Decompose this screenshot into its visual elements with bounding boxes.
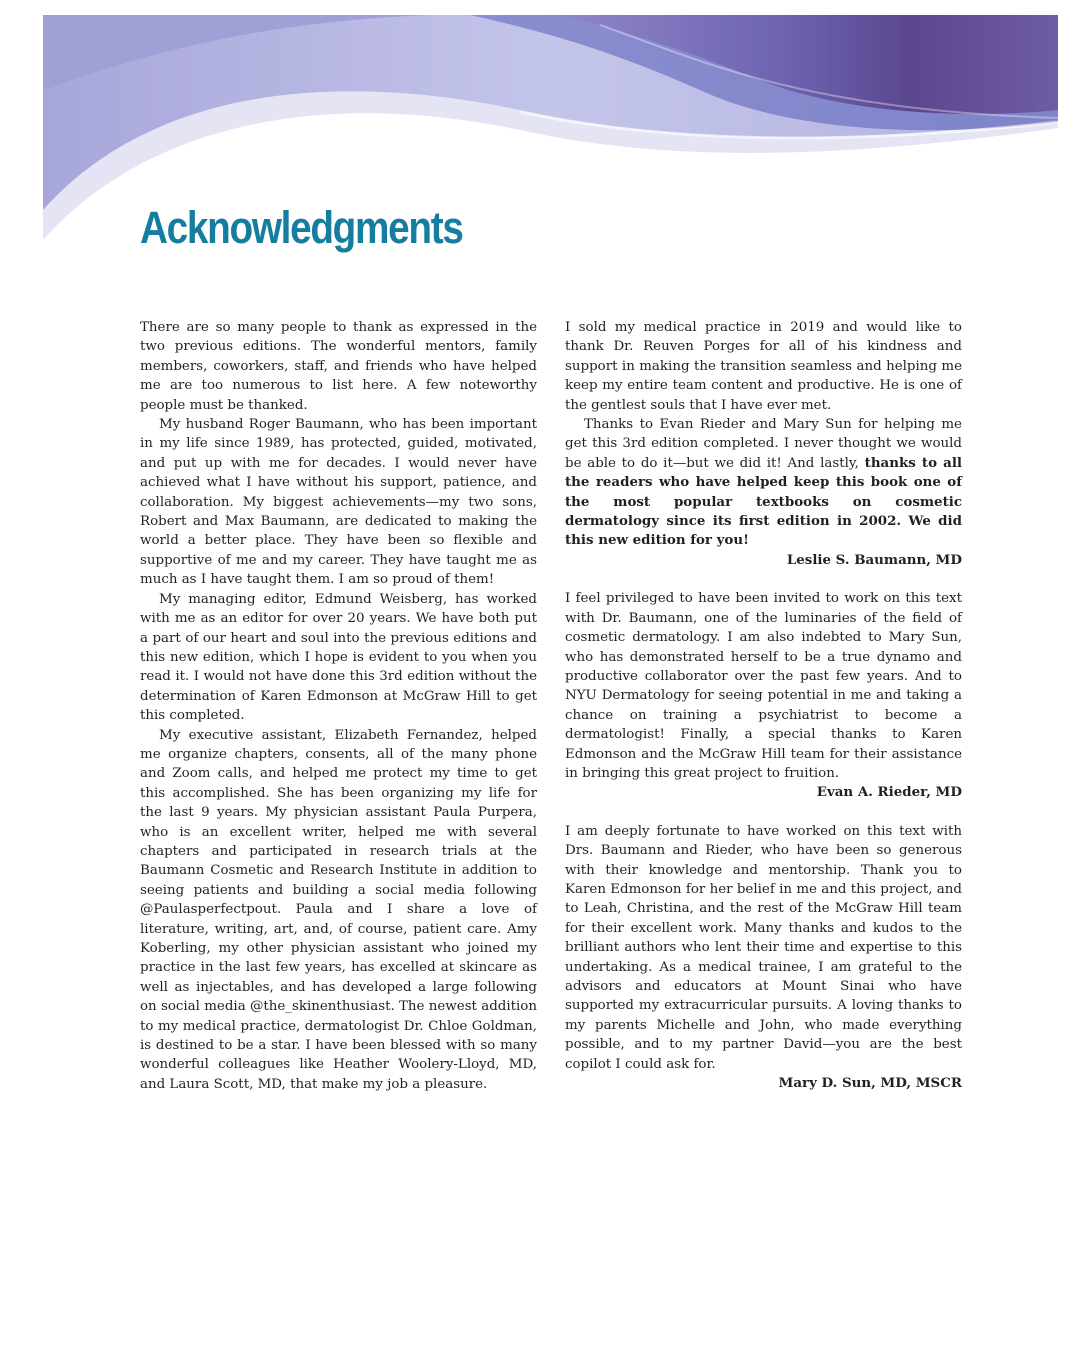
paragraph-text: Thanks to Evan Rieder and Mary Sun for helping me get this 3rd edition completed. I never thought we would be able to do it—but we did it! And lastly,	[565, 417, 962, 471]
paragraph: My husband Roger Baumann, who has been important in my life since 1989, has protected, guided, motivated, and put up with me for decades. I would never have achieved what I have without his support, patience, and collaboration. My biggest achievements—my two sons, Robert and Max Baumann, are dedicated to making the world a better place. They have been so flexible and supportive of me and my career. They have taught me as much as I have taught them. I am so proud of them!	[140, 417, 537, 588]
paragraph: I feel privileged to have been invited to work on this text with Dr. Baumann, one of the luminaries of the field of cosmetic dermatology. I am also indebted to Mary Sun, who has demonstrated herself to be a true dynamo and productive collaborator over the past few years. And to NYU Dermatology for seeing potential in me and taking a chance on training a psychiatrist to become a dermatologist! Finally, a special thanks to Karen Edmonson and the McGraw Hill team for their assistance in bringing this great project to fruition.	[565, 591, 962, 781]
paragraph: I am deeply fortunate to have worked on this text with Drs. Baumann and Rieder, who have been so generous with their knowledge and mentorship. Thank you to Karen Edmonson for her belief in me and this project, and to Leah, Christina, and the rest of the McGraw Hill team for their excellent work. Many thanks and kudos to the brilliant authors who lent their time and expertise to this undertaking. As a medical trainee, I am grateful to the advisors and educators at Mount Sinai who have supported my extracurricular pursuits. A loving thanks to my parents Michelle and John, who made everything possible, and to my partner David—you are the best copilot I could ask for.	[565, 823, 962, 1072]
signature-rieder: Evan A. Rieder, MD	[816, 784, 962, 801]
bold-thanks-text: thanks to all the readers who have helped keep this book one of the most popular textbooks on cosmetic dermatology since its first edition in 2002. We did this new edition for you!	[565, 454, 962, 549]
left-column	[140, 318, 537, 1094]
signature-sun: Mary D. Sun, MD, MSCR	[778, 1075, 962, 1092]
paragraph: My executive assistant, Elizabeth Fernandez, helped me organize chapters, consents, all of the many phone and Zoom calls, and helped me protect my time to get this accomplished. She has been organizing my life for the last 9 years. My physician assistant Paula Purpera, who is an excellent writer, helped me with several chapters and participated in research trials at the Baumann Cosmetic and Research Institute in addition to seeing patients and building a social media following @Paulasperfectpout. Paula and I share a love of literature, writing, art, and, of course, patient care. Amy Koberling, my other physician assistant who joined my practice in the last few years, has excelled at skincare as well as injectables, and has developed a large following on social media @the_skinenthusiast. The newest addition to my medical practice, dermatologist Dr. Chloe Goldman, is destined to be a star. I have been blessed with so many wonderful colleagues like Heather Woolery-Lloyd, MD, and Laura Scott, MD, that make my job a pleasure.	[140, 727, 537, 1092]
right-column	[565, 318, 962, 1093]
page-title: Acknowledgments	[140, 202, 463, 253]
signature-baumann: Leslie S. Baumann, MD	[786, 551, 962, 568]
paragraph: I sold my medical practice in 2019 and would like to thank Dr. Reuven Porges for all of his kindness and support in making the transition seamless and helping me keep my entire team content and productive. He is one of the gentlest souls that I have ever met.	[565, 320, 962, 413]
paragraph	[565, 415, 962, 551]
paragraph: My managing editor, Edmund Weisberg, has worked with me as an editor for over 20 years. We have both put a part of our heart and soul into the previous editions and this new edition, which I hope is evident to you when you read it. I would not have done this 3rd edition without the determination of Karen Edmonson at McGraw Hill to get this completed.	[140, 591, 537, 724]
paragraph: There are so many people to thank as expressed in the two previous editions. The wonderful mentors, family members, coworkers, staff, and friends who have helped me are too numerous to list here. A few noteworthy people must be thanked.	[140, 320, 537, 413]
